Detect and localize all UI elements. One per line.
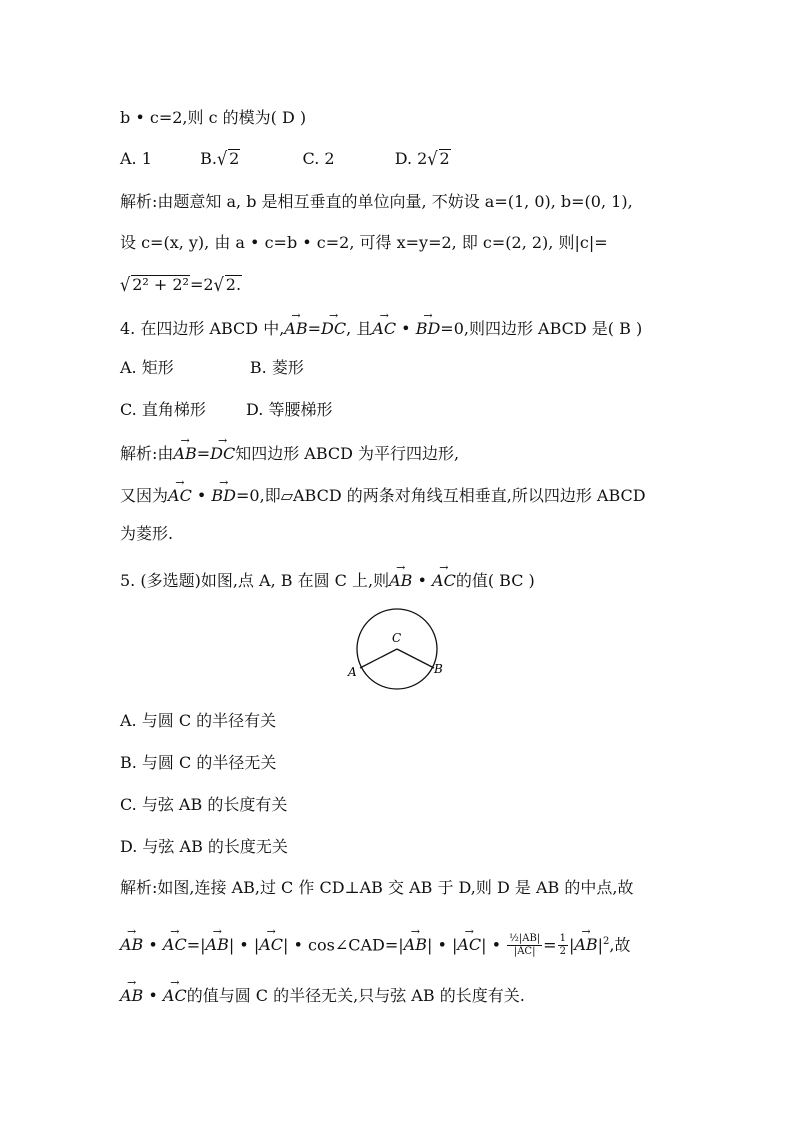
q4-options-row1	[120, 357, 304, 379]
q5-solution-line1: 解析:如图,连接 AB,过 C 作 CD⊥AB 交 AB 于 D,则 D 是 AB 的中点,故	[120, 878, 634, 897]
q5-option-c: C. 与弦 AB 的长度有关	[120, 795, 288, 814]
q4-options-row2	[120, 399, 332, 421]
fraction-half: $\frac{1}{2}$	[559, 933, 566, 958]
q4-solution-line3: 为菱形.	[120, 524, 174, 543]
q5-stem: 5. (多选题)如图,点 A, B 在圆 C 上,则→ AB • → AC的值( BC )	[120, 570, 535, 592]
vector-dc: → DC	[321, 318, 346, 340]
radius-ca	[360, 649, 397, 668]
q4-solution-line2: 又因为→ AC • → BD=0,即▱ABCD 的两条对角线互相垂直,所以四边形 ABCD	[120, 485, 646, 507]
radius-cb	[397, 649, 434, 668]
label-b: B	[434, 662, 443, 676]
q4-option-c: C. 直角梯形	[120, 400, 206, 419]
q3-solution-line2: 设 c=(x, y), 由 a • c=b • c=2, 可得 x=y=2, 即 c=(2, 2), 则|c|=	[120, 233, 608, 252]
q5-solution-line2: → AB • → AC=|→ AB| • |→ AC| • cos∠CAD=|→ AB| • |→ AC| • $\frac{\text{½|AB|}}{|AC|}$ = $\frac{1}{2}$ |→ $AB|^2$,故	[120, 928, 631, 959]
q3-radical: 2² + 2²	[132, 275, 189, 294]
vector-ac: → AC	[372, 318, 396, 340]
q4-option-a: A. 矩形	[120, 358, 174, 377]
q3-solution-line1: 解析:由题意知 a, b 是相互垂直的单位向量, 不妨设 a=(1, 0), b=(0, 1),	[120, 192, 633, 211]
q3-solution-line3: √ 2² + 2²=2√ 2.	[120, 273, 242, 296]
circle-figure	[345, 608, 445, 694]
q3-option-b: B.√ 2	[200, 147, 240, 170]
q5-option-a: A. 与圆 C 的半径有关	[120, 711, 277, 730]
q5-option-d: D. 与弦 AB 的长度无关	[120, 837, 288, 856]
q3-option-d: D. 2√ 2	[394, 147, 450, 170]
fraction-cos: $\frac{\text{½|AB|}}{|AC|}$	[509, 933, 541, 958]
q5-solution-line3: → AB • → AC的值与圆 C 的半径无关,只与弦 AB 的长度有关.	[120, 985, 525, 1007]
q4-stem: 4. 在四边形 ABCD 中,→ AB=→ DC, 且→ AC • → BD=0,则四边形 ABCD 是( B )	[120, 318, 642, 340]
label-c: C	[392, 631, 402, 645]
label-a: A	[348, 665, 357, 679]
q4-solution-line1: 解析:由→ AB=→ DC知四边形 ABCD 为平行四边形,	[120, 443, 459, 465]
q4-option-b: B. 菱形	[249, 358, 304, 377]
q3-stem: b • c=2,则 c 的模为( D )	[120, 108, 307, 127]
q3-option-c: C. 2	[302, 149, 335, 168]
q3-option-a: A. 1	[120, 149, 152, 168]
q3-options	[120, 148, 451, 170]
vector-bd: → BD	[416, 318, 441, 340]
vector-ab: → AB	[284, 318, 307, 340]
q5-option-b: B. 与圆 C 的半径无关	[120, 753, 277, 772]
q4-option-d: D. 等腰梯形	[246, 400, 333, 419]
